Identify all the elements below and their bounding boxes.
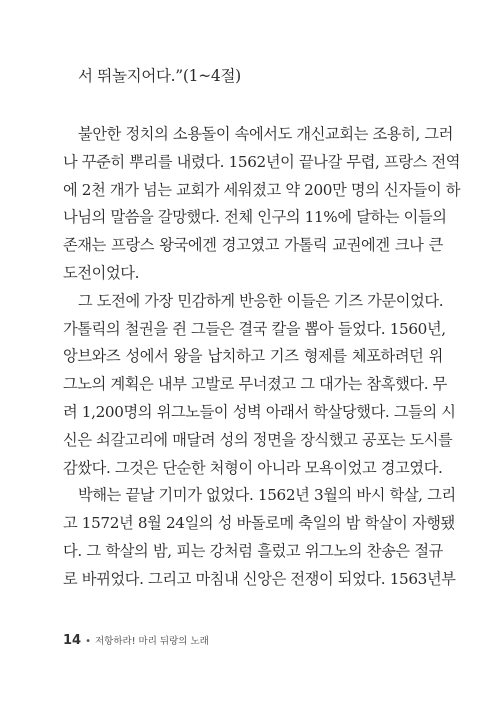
quote-continuation: 서 뛰놀지어다.”(1~4절) — [78, 67, 241, 85]
paragraph-2-line-4: 그노의 계획은 내부 고발로 무너졌고 그 대가는 참혹했다. 무 — [63, 375, 448, 394]
paragraph-2-line-6: 신은 쇠갈고리에 매달려 성의 정면을 장식했고 공포는 도시를 — [63, 430, 453, 449]
paragraph-1-line-5: 존재는 프랑스 왕국에겐 경고였고 가톨릭 교권에겐 크나 큰 — [63, 236, 443, 255]
paragraph-3-line-4: 로 바뀌었다. 그리고 마침내 신앙은 전쟁이 되었다. 1563년부 — [63, 569, 456, 588]
paragraph-2-line-3: 앙브와즈 성에서 왕을 납치하고 기즈 형제를 체포하려던 위 — [63, 347, 443, 366]
paragraph-1-line-1: 불안한 정치의 소용돌이 속에서도 개신교회는 조용히, 그러 — [78, 125, 454, 143]
running-book-title: 저항하라! 마리 뒤랑의 노래 — [95, 636, 209, 647]
page-number: 14 — [63, 633, 82, 648]
paragraph-1-line-3: 에 2천 개가 넘는 교회가 세워졌고 약 200만 명의 신자들이 하 — [63, 180, 461, 199]
paragraph-2-line-1: 그 도전에 가장 민감하게 반응한 이들은 기즈 가문이었다. — [78, 291, 444, 310]
paragraph-3-line-1: 박해는 끝날 기미가 없었다. 1562년 3월의 바시 학살, 그리 — [78, 486, 456, 505]
paragraph-2-line-7: 감쌌다. 그것은 단순한 처형이 아니라 모욕이었고 경고였다. — [63, 458, 443, 477]
paragraph-3-line-2: 고 1572년 8월 24일의 성 바돌로메 축일의 밤 학살이 자행됐 — [63, 514, 455, 533]
paragraph-1-line-6: 도전이었다. — [63, 263, 140, 282]
paragraph-3-line-3: 다. 그 학살의 밤, 피는 강처럼 흘렀고 위그노의 찬송은 절규 — [63, 541, 443, 560]
page-footer — [63, 633, 209, 648]
paragraph-2-line-5: 려 1,200명의 위그노들이 성벽 아래서 학살당했다. 그들의 시 — [63, 402, 456, 421]
paragraph-2-line-2: 가톨릭의 철권을 쥔 그들은 결국 칼을 뽑아 들었다. 1560년, — [63, 319, 446, 338]
body-text — [63, 121, 461, 594]
footer-separator: • — [85, 636, 91, 647]
paragraph-1-line-4: 나님의 말씀을 갈망했다. 전체 인구의 11%에 달하는 이들의 — [63, 208, 447, 227]
paragraph-1-line-2: 나 꾸준히 뿌리를 내렸다. 1562년이 끝나갈 무렵, 프랑스 전역 — [63, 152, 461, 171]
